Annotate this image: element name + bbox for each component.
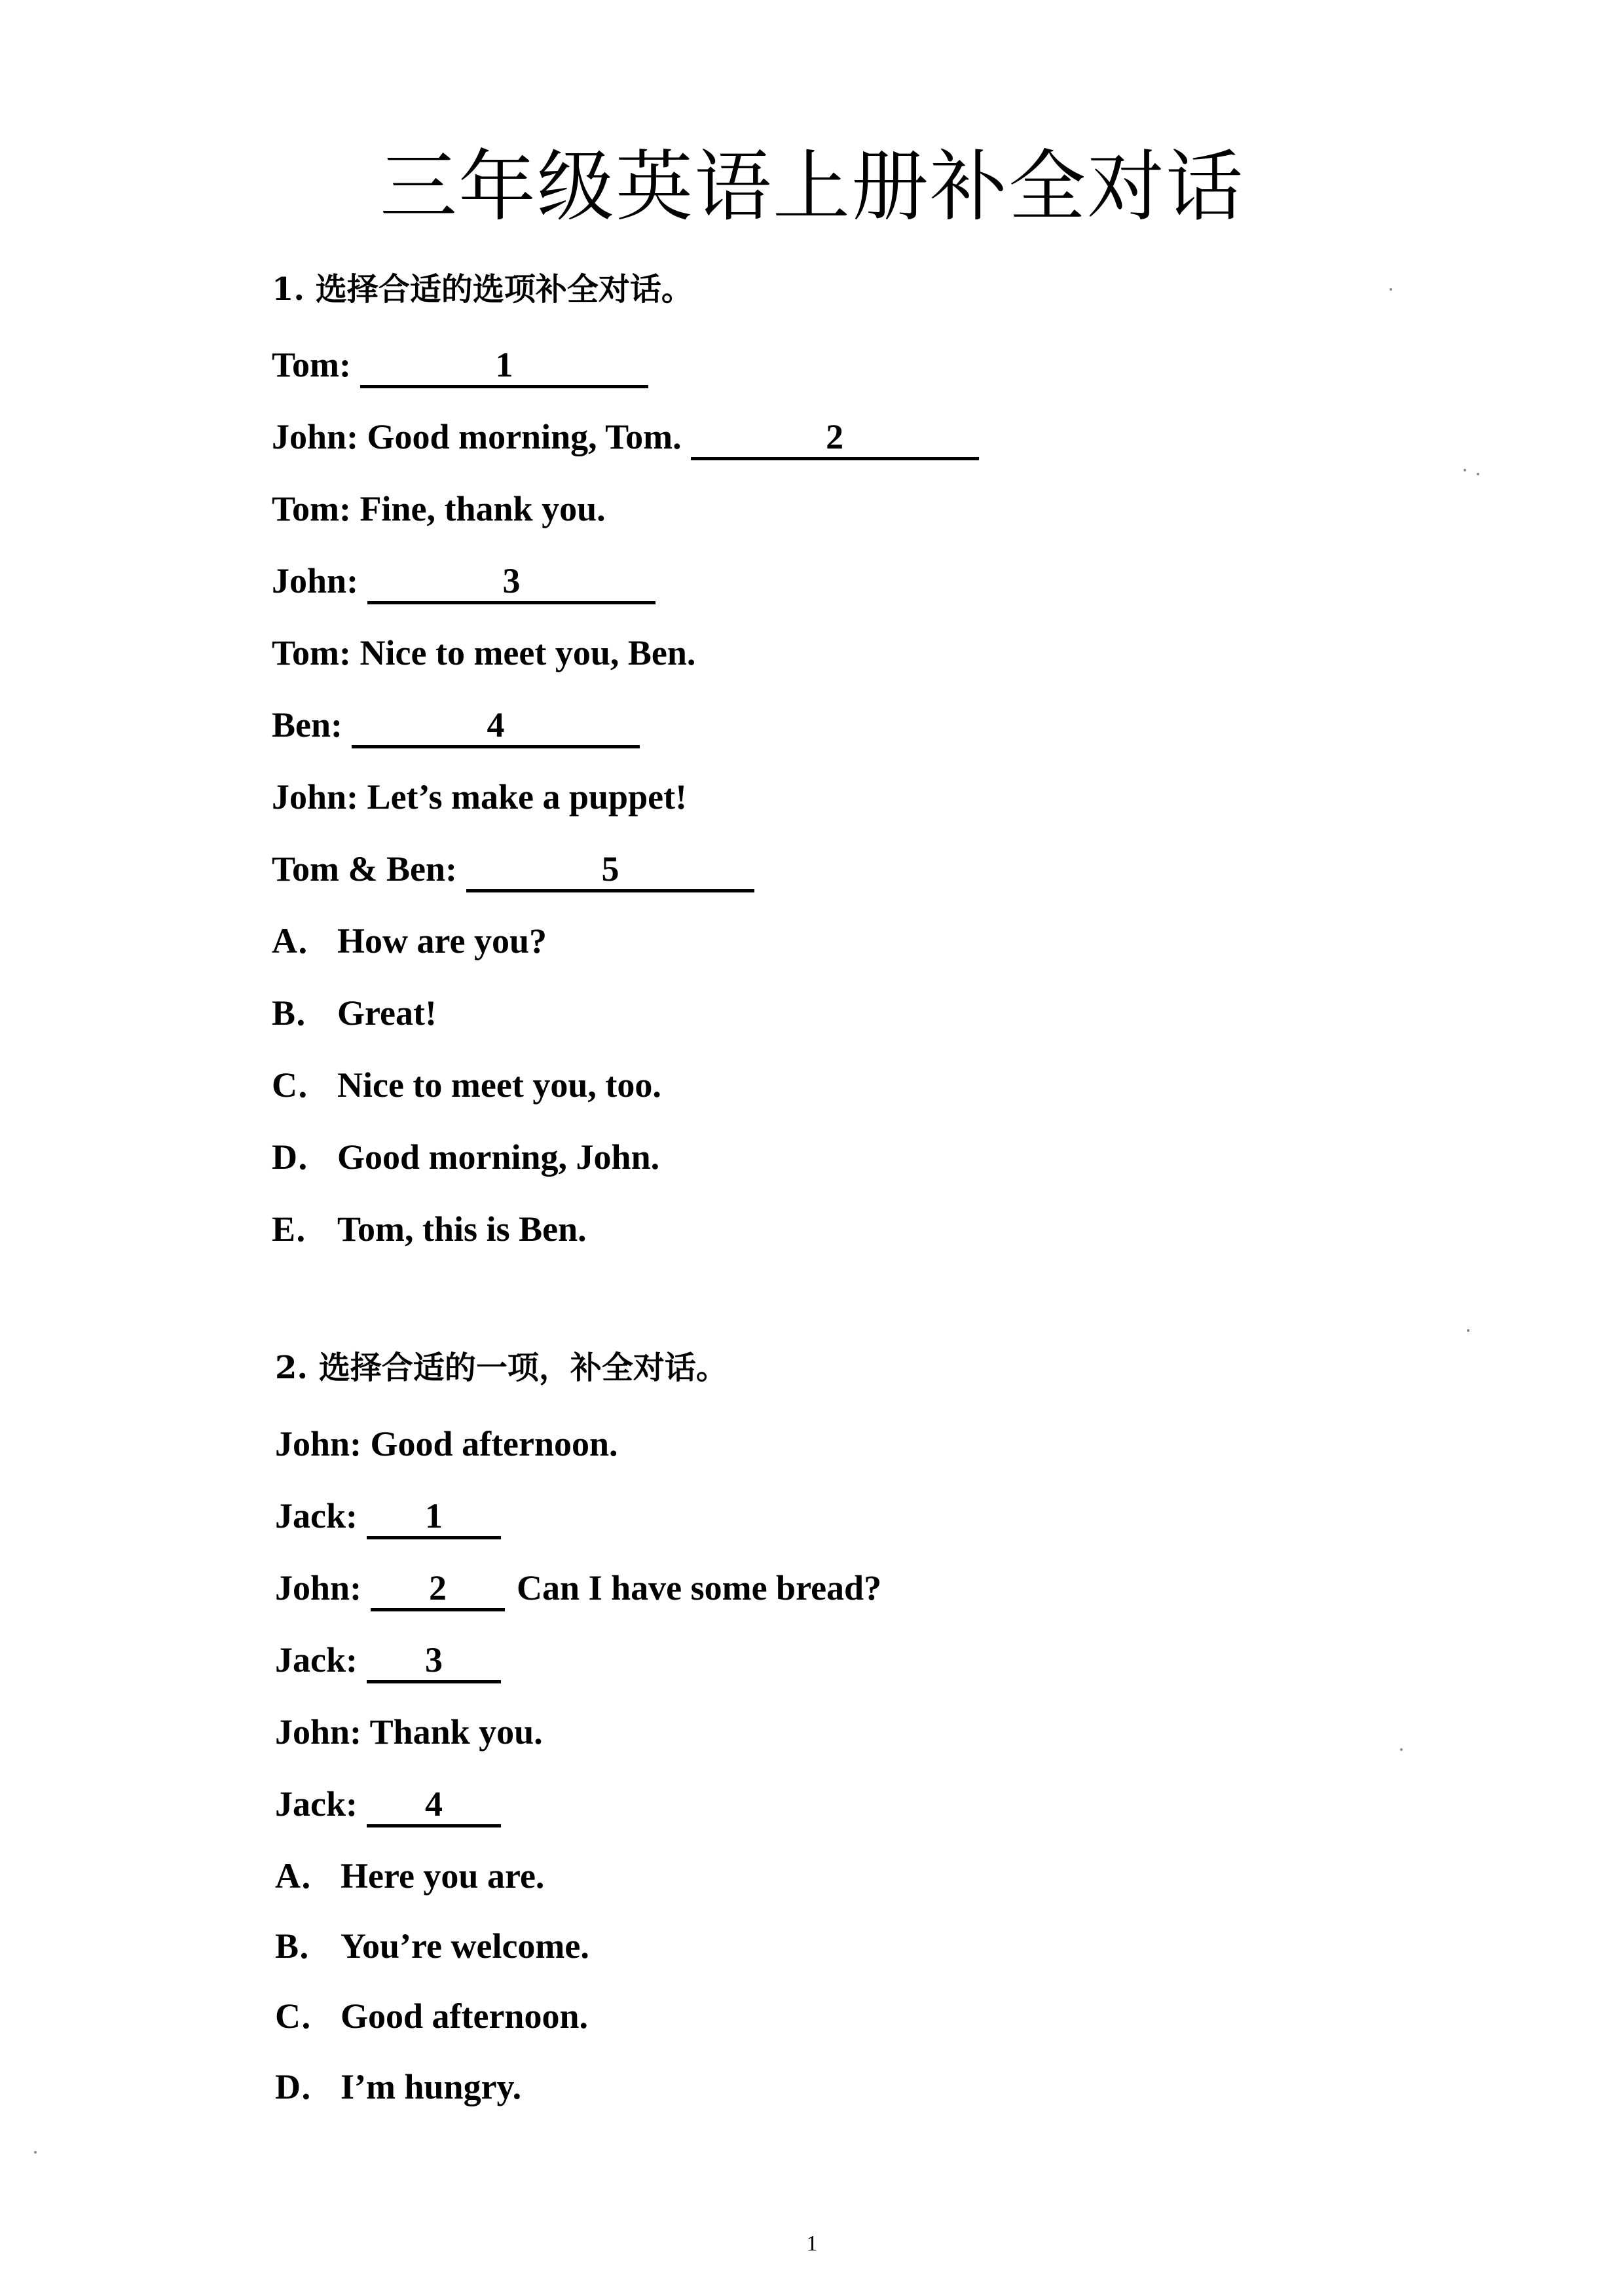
dialogue-line-6 <box>272 707 640 748</box>
option-b <box>272 995 437 1031</box>
page-number: 1 <box>806 2231 818 2256</box>
answer-blank-4: 4 <box>367 1786 501 1827</box>
speaker-text: Jack: <box>275 1784 358 1824</box>
option-b <box>275 1928 589 1964</box>
speaker-text: Tom & Ben: <box>272 849 458 889</box>
dialogue-line-4 <box>275 1642 501 1683</box>
dialogue-line-4 <box>272 563 655 604</box>
option-letter: D． <box>272 1137 333 1177</box>
page-title: 三年级英语上册补全对话 <box>379 141 1244 232</box>
option-text: Tom, this is Ben. <box>337 1209 587 1249</box>
dialogue-line-8 <box>272 851 754 892</box>
answer-blank-5: 5 <box>466 851 754 892</box>
option-letter: C． <box>275 1996 336 2036</box>
speaker-text: John: Good afternoon. <box>275 1424 618 1463</box>
dialogue-line-2 <box>272 419 979 460</box>
scan-speck <box>1400 1748 1403 1751</box>
option-letter: B． <box>275 1926 335 1966</box>
option-d <box>275 2069 521 2104</box>
speaker-text: John: Let’s make a puppet! <box>272 777 688 817</box>
dialogue-line-1 <box>272 347 648 388</box>
section-1-heading: 1. 选择合适的选项补全对话。 <box>272 271 693 308</box>
option-c <box>275 1998 588 2034</box>
answer-blank-1: 1 <box>360 347 648 388</box>
speaker-text: Ben: <box>272 705 342 744</box>
option-text: How are you? <box>337 921 547 961</box>
option-letter: D． <box>275 2067 336 2106</box>
option-letter: A． <box>275 1856 336 1896</box>
option-a <box>275 1858 544 1894</box>
speaker-text: John: Thank you. <box>275 1712 543 1752</box>
option-text: Here you are. <box>341 1856 545 1896</box>
speaker-text: Tom: Nice to meet you, Ben. <box>272 633 696 672</box>
dialogue-line-2 <box>275 1498 501 1539</box>
option-c <box>272 1067 661 1103</box>
speaker-text: Tom: Fine, thank you. <box>272 489 606 528</box>
speaker-text: Jack: <box>275 1496 358 1535</box>
option-text: Nice to meet you, too. <box>337 1065 661 1105</box>
scan-speck <box>1467 1329 1469 1332</box>
section-2-heading: 2. 选择合适的一项，补全对话。 <box>275 1349 728 1386</box>
dialogue-line-6 <box>275 1786 501 1827</box>
speaker-text: John: Good morning, Tom. <box>272 417 682 456</box>
option-letter: C． <box>272 1065 333 1105</box>
dialogue-line-5 <box>272 635 695 670</box>
option-text: You’re welcome. <box>341 1926 589 1966</box>
speaker-text: John: <box>272 561 359 600</box>
option-letter: B． <box>272 993 331 1033</box>
option-a <box>272 923 547 959</box>
answer-blank-2: 2 <box>691 419 979 460</box>
speaker-text: John: <box>275 1568 362 1607</box>
option-letter: E． <box>272 1209 331 1249</box>
scan-speck <box>1390 288 1392 291</box>
answer-blank-3: 3 <box>367 563 655 604</box>
option-e <box>272 1211 587 1247</box>
scan-speck <box>1477 473 1479 475</box>
answer-blank-1: 1 <box>367 1498 501 1539</box>
option-letter: A． <box>272 921 333 961</box>
option-text: Great! <box>337 993 437 1033</box>
answer-blank-2: 2 <box>371 1570 505 1611</box>
scan-speck <box>34 2151 37 2154</box>
dialogue-line-3 <box>272 491 606 526</box>
option-text: Good morning, John. <box>337 1137 660 1177</box>
dialogue-line-7 <box>272 779 687 815</box>
answer-blank-4: 4 <box>352 707 640 748</box>
option-text: Good afternoon. <box>341 1996 588 2036</box>
option-text: I’m hungry. <box>341 2067 522 2106</box>
speaker-text: Jack: <box>275 1640 358 1680</box>
speaker-text: Tom: <box>272 345 352 384</box>
scan-speck <box>1464 469 1466 471</box>
option-d <box>272 1139 659 1175</box>
dialogue-line-3 <box>275 1570 881 1611</box>
speaker-text-after: Can I have some bread? <box>517 1568 882 1607</box>
answer-blank-3: 3 <box>367 1642 501 1683</box>
dialogue-line-5 <box>275 1714 543 1750</box>
dialogue-line-1 <box>275 1426 618 1461</box>
